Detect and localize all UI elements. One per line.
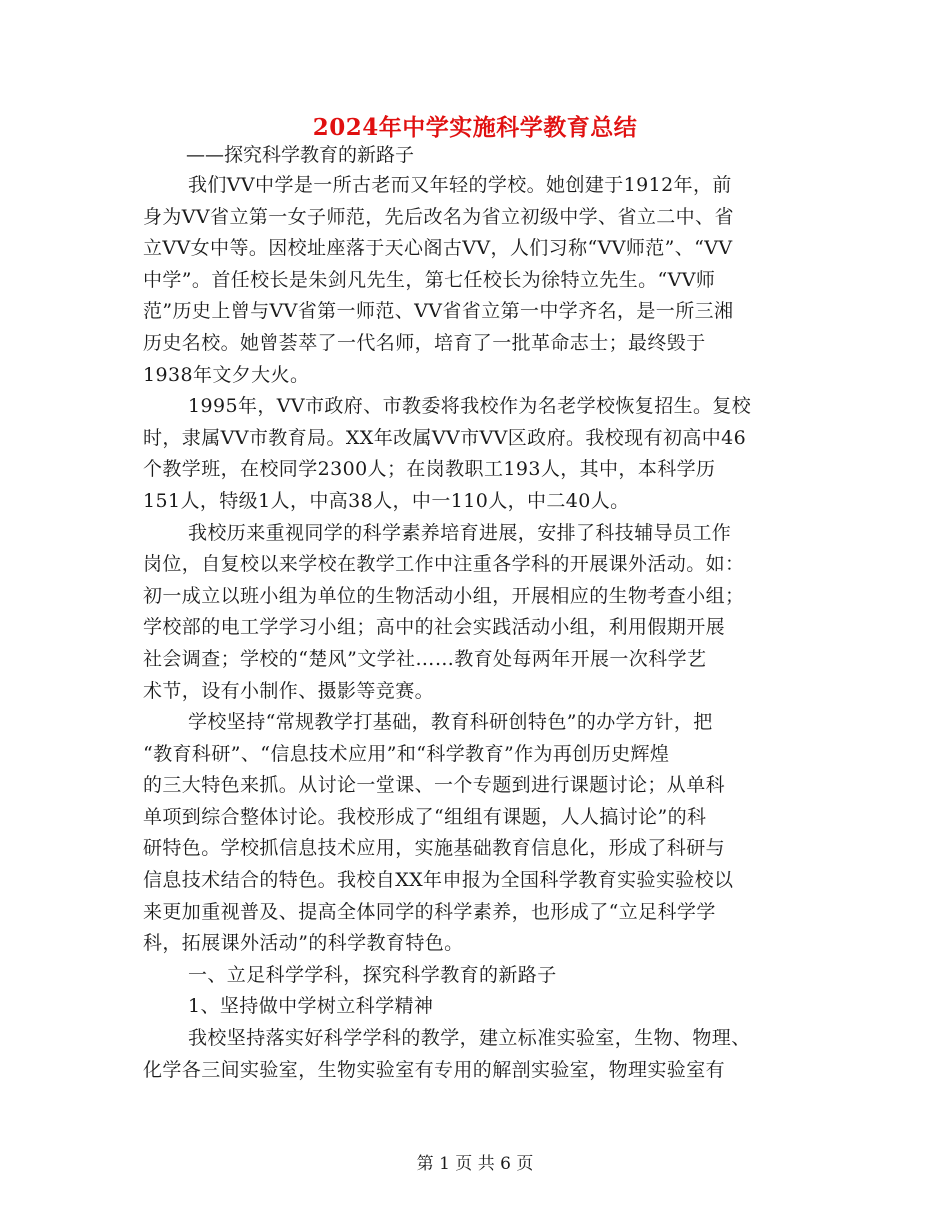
body-line: 立VV女中等。因校址座落于天心阁古VV，人们习称“VV师范”、“VV: [143, 237, 733, 260]
body-line: 研特色。学校抓信息技术应用，实施基础教育信息化，形成了科研与: [143, 837, 726, 860]
body-line: 的三大特色来抓。从讨论一堂课、一个专题到进行课题讨论；从单科: [143, 774, 726, 797]
body-line: 学校部的电工学学习小组；高中的社会实践活动小组，利用假期开展: [143, 616, 726, 639]
document-title: 2024年中学实施科学教育总结: [312, 114, 638, 141]
body-line: 单项到综合整体讨论。我校形成了“组组有课题，人人搞讨论”的科: [143, 805, 707, 828]
body-line: 岗位，自复校以来学校在教学工作中注重各学科的开展课外活动。如：: [143, 553, 745, 576]
body-line: 术节，设有小制作、摄影等竞赛。: [143, 679, 435, 702]
body-line: 151人，特级1人，中高38人，中一110人，中二40人。: [143, 489, 630, 512]
body-line: 我们VV中学是一所古老而又年轻的学校。她创建于1912年，前: [188, 174, 732, 196]
body-line: 社会调查；学校的“楚风”文学社……教育处每两年开展一次科学艺: [143, 647, 707, 670]
document-body: [143, 170, 813, 1086]
body-line: 历史名校。她曾荟萃了一代名师，培育了一批革命志士；最终毁于: [143, 331, 706, 354]
body-line: 学校坚持“常规教学打基础，教育科研创特色”的办学方针，把: [188, 711, 713, 734]
body-line: 科，拓展课外活动”的科学教育特色。: [143, 932, 464, 955]
body-line: 个教学班，在校同学2300人；在岗教职工193人，其中，本科学历: [143, 458, 716, 481]
body-line: “教育科研”、“信息技术应用”和“科学教育”作为再创历史辉煌: [143, 742, 670, 765]
body-line: 1、坚持做中学树立科学精神: [188, 995, 434, 1018]
body-line: 身为VV省立第一女子师范，先后改名为省立初级中学、省立二中、省: [143, 205, 734, 228]
body-line: 范”历史上曾与VV省第一师范、VV省省立第一中学齐名，是一所三湘: [143, 300, 734, 323]
body-line: 时，隶属VV市教育局。XX年改属VV市VV区政府。我校现有初高中46: [143, 426, 747, 449]
body-line: 中学”。首任校长是朱剑凡先生，第七任校长为徐特立先生。“VV师: [143, 268, 716, 291]
body-line: 化学各三间实验室，生物实验室有专用的解剖实验室，物理实验室有: [143, 1058, 726, 1081]
body-line: 1995年，VV市政府、市教委将我校作为名老学校恢复招生。复校: [188, 395, 752, 418]
body-line: 信息技术结合的特色。我校自XX年申报为全国科学教育实验实验校以: [143, 869, 734, 892]
body-line: 一、立足科学学科，探究科学教育的新路子: [188, 963, 557, 986]
page-footer: 第 1 页 共 6 页: [416, 1154, 534, 1174]
document-subtitle: ——探究科学教育的新路子: [186, 144, 415, 166]
body-line: 初一成立以班小组为单位的生物活动小组，开展相应的生物考查小组；: [143, 584, 745, 607]
body-line: 1938年文夕大火。: [143, 363, 310, 386]
body-line: 我校坚持落实好科学学科的教学，建立标准实验室，生物、物理、: [188, 1027, 751, 1050]
body-line: 来更加重视普及、提高全体同学的科学素养，也形成了“立足科学学: [143, 900, 716, 923]
body-line: 我校历来重视同学的科学素养培育进展，安排了科技辅导员工作: [188, 521, 732, 544]
